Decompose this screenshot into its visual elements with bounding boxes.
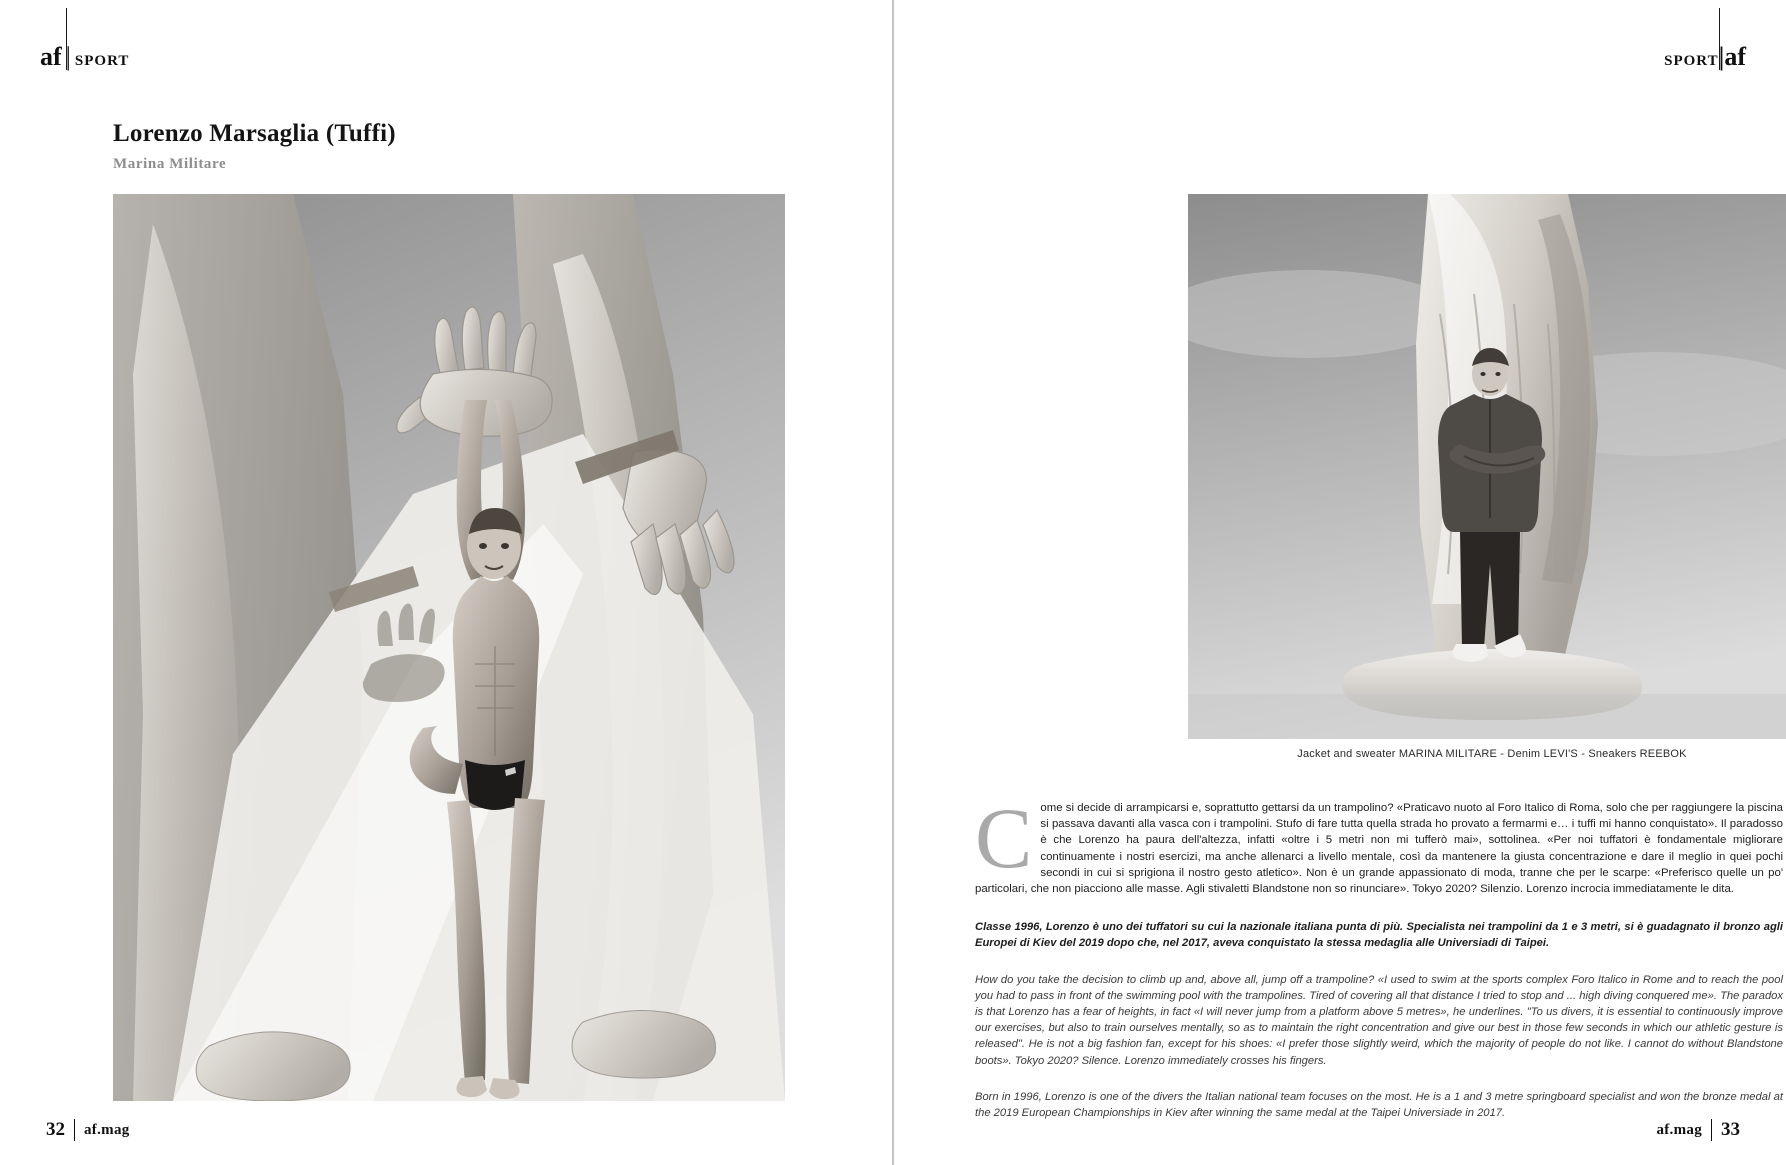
footer-divider-right: [1711, 1119, 1712, 1141]
paragraph-english-main: How do you take the decision to climb up and, above all, jump off a trampoline? «I used to swim at the sports complex Foro Italico in Rome and to reach the pool you had to pass in front of the swimming pool with the trampolines. Tired of covering all that distance I tried to stop and ... high diving conquered me». The paradox is that Lorenzo has a fear of heights, in fact «I will never jump from a platform above 5 metres», he underlines. "To us divers, it is essential to continuously improve our exercises, but also to train ourselves mentally, so as to maintain the right concentration and give our best in those few seconds in which our athletic gesture is released". He is not a big fashion fan, except for his shoes: «I prefer those slightly weird, which the majority of people do not like. I cannot do without Blandstone boots». Tokyo 2020? Silence. Lorenzo immediately crosses his fingers.: [975, 973, 1783, 1067]
page-gutter: [892, 0, 894, 1165]
photo-main-illustration: [113, 194, 785, 1101]
section-label-right: SPORT: [1664, 53, 1719, 69]
paragraph-english-bio: Born in 1996, Lorenzo is one of the divers the Italian national team focuses on the most. He is a 1 and 3 metre springboard specialist and won the bronze medal at the 2019 European Championships in Kiev after winning the same medal at the Taipei Universiade in 2017.: [975, 1090, 1783, 1120]
section-label-left: SPORT: [74, 53, 130, 69]
paragraph-italian-lead-text: ome si decide di arrampicarsi e, soprattutto gettarsi da un trampolino? «Praticavo nuoto al Foro Italico di Roma, solo che per raggiungere la piscina si passava davanti alla vasca con i trampolini. Stufo di fare tutta quella strada ho provato a fermarmi e… i tuffi mi hanno conquistato». Il paradosso è che Lorenzo ha paura dell'altezza, infatti «oltre i 5 metri non mi tufferò mai», sottolinea. «Per noi tuffatori è fondamentale migliorare continuamente i nostri esercizi, ma anche allenarci a livello mentale, così da mantenere la giusta concentrazione e dare il meglio in quei pochi secondi in cui si sprigiona il nostro gesto atletico». Non è un grande appassionato di moda, tranne che per le scarpe: «Preferisco quelle un po' particolari, che non piacciono alle masse. Agli stivaletti Blandstone non so rinunciare». Tokyo 2020? Silenzio. Lorenzo incrocia immediatamente le dita.: [975, 802, 1783, 896]
footer-brand-right: af.mag: [1656, 1121, 1702, 1138]
page-number-right: 33: [1721, 1119, 1740, 1140]
masthead-logo-text-right: af: [1724, 42, 1746, 71]
masthead-right: [1664, 42, 1746, 72]
masthead-divider: |: [65, 42, 71, 71]
footer-right: [1656, 1117, 1740, 1143]
footer-brand-left: af.mag: [84, 1121, 130, 1138]
drop-cap: C: [975, 790, 1033, 886]
article-subtitle: Marina Militare: [113, 156, 227, 172]
article-body: [975, 790, 1783, 1121]
masthead-divider-right: |: [1718, 42, 1725, 71]
page-number-left: 32: [46, 1119, 65, 1140]
photo-secondary-illustration: [1188, 194, 1786, 739]
photo-caption: Jacket and sweater MARINA MILITARE - Denim LEVI'S - Sneakers REEBOK: [1297, 748, 1687, 760]
photo-main: [113, 194, 785, 1101]
paragraph-italian-lead: [975, 790, 1783, 897]
article-title: Lorenzo Marsaglia (Tuffi): [113, 120, 396, 147]
paragraph-italian-bio: Classe 1996, Lorenzo è uno dei tuffatori su cui la nazionale italiana punta di più. Specialista nei trampolini da 1 e 3 metri, si è guadagnato il bronzo agli Europei di Kiev del 2019 dopo che, nel 2017, aveva conquistato la stessa medaglia alle Universiadi di Taipei.: [975, 921, 1783, 950]
masthead-left: [40, 42, 129, 72]
masthead-logo-text: af: [40, 42, 62, 71]
photo-secondary: [1188, 194, 1786, 739]
footer-left: [46, 1117, 130, 1143]
footer-divider-left: [74, 1119, 75, 1141]
